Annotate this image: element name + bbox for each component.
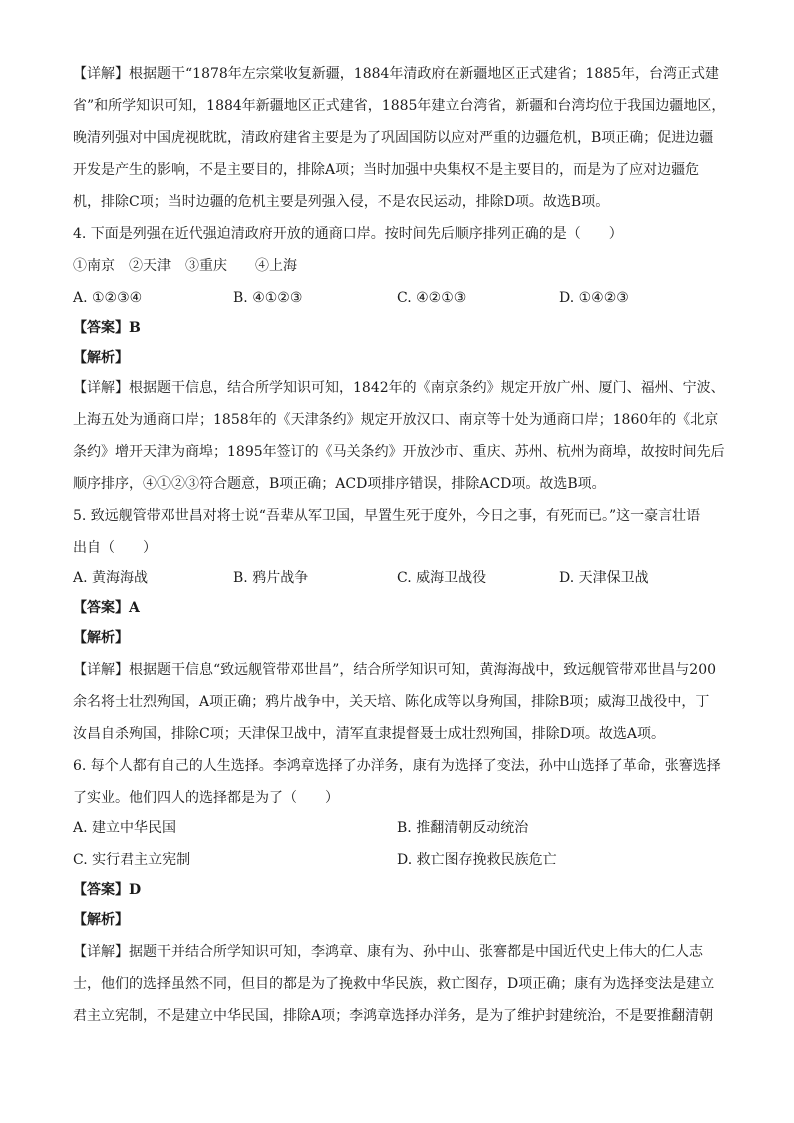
q6-analysis-label: 【解析】: [73, 912, 129, 928]
q4-option-c: C. ④②①③: [397, 290, 467, 306]
q4-detail-line-2: 上海五处为通商口岸；1858年的《天津条约》规定开放汉口、南京等十处为通商口岸；1860年的《北京: [73, 412, 719, 428]
q4-items: ①南京 ②天津 ③重庆 ④上海: [73, 258, 297, 274]
q5-option-b: B. 鸦片战争: [233, 570, 309, 586]
q4-detail-line-3: 条约》增开天津为商埠；1895年签订的《马关条约》开放沙市、重庆、苏州、杭州为商埠，故按时间先后: [73, 444, 725, 460]
q5-stem-line-2: 出自（ ）: [73, 540, 157, 556]
q5-analysis-label: 【解析】: [73, 630, 129, 646]
q4-analysis-label: 【解析】: [73, 350, 129, 366]
q3-detail-line-4: 开发是产生的影响，不是主要目的，排除A项；当时加强中央集权不是主要目的，而是为了应对边疆危: [73, 162, 700, 178]
q6-option-d: D. 救亡图存挽救民族危亡: [397, 852, 557, 868]
q4-option-b: B. ④①②③: [233, 290, 303, 306]
q5-option-c: C. 威海卫战役: [397, 570, 487, 586]
q6-detail-line-2: 士，他们的选择虽然不同，但目的都是为了挽救中华民族，救亡图存，D项正确；康有为选择变法是建立: [73, 976, 715, 992]
q3-detail-line-3: 晚清列强对中国虎视眈眈，清政府建省主要是为了巩固国防以应对严重的边疆危机，B项正确；促进边疆: [73, 130, 714, 146]
q5-detail-line-2: 余名将士壮烈殉国，A项正确；鸦片战争中，关天培、陈化成等以身殉国，排除B项；威海卫战役中，丁: [73, 694, 710, 710]
q4-option-d: D. ①④②③: [559, 290, 629, 306]
q6-stem-line-2: 了实业。他们四人的选择都是为了（ ）: [73, 790, 339, 806]
q5-detail-line-1: 【详解】根据题干信息“致远舰管带邓世昌”，结合所学知识可知，黄海海战中，致远舰管带邓世昌与200: [73, 662, 717, 678]
q4-answer: 【答案】B: [73, 320, 141, 336]
q6-option-a: A. 建立中华民国: [73, 820, 177, 836]
q4-detail-line-1: 【详解】根据题干信息，结合所学知识可知，1842年的《南京条约》规定开放广州、厦门、福州、宁波、: [73, 380, 725, 396]
q4-option-a: A. ①②③④: [73, 290, 143, 306]
q6-detail-line-1: 【详解】据题干并结合所学知识可知，李鸿章、康有为、孙中山、张謇都是中国近代史上伟大的仁人志: [73, 944, 703, 960]
q5-detail-line-3: 汝昌自杀殉国，排除C项；天津保卫战中，清军直隶提督聂士成壮烈殉国，排除D项。故选A项。: [73, 726, 666, 742]
q3-detail-line-5: 机，排除C项；当时边疆的危机主要是列强入侵，不是农民运动，排除D项。故选B项。: [73, 194, 610, 210]
q6-stem-line-1: 6. 每个人都有自己的人生选择。李鸿章选择了办洋务，康有为选择了变法，孙中山选择了革命，张謇选择: [73, 758, 721, 774]
q5-stem-line-1: 5. 致远舰管带邓世昌对将士说“吾辈从军卫国，早置生死于度外，今日之事，有死而已。”这一豪言壮语: [73, 508, 701, 524]
q6-detail-line-3: 君主立宪制，不是建立中华民国，排除A项；李鸿章选择办洋务，是为了维护封建统治，不是要推翻清朝: [73, 1008, 714, 1024]
q5-answer: 【答案】A: [73, 600, 140, 616]
q5-option-d: D. 天津保卫战: [559, 570, 649, 586]
q6-option-c: C. 实行君主立宪制: [73, 852, 191, 868]
q6-option-b: B. 推翻清朝反动统治: [397, 820, 529, 836]
q3-detail-line-2: 省”和所学知识可知，1884年新疆地区正式建省，1885年建立台湾省，新疆和台湾均位于我国边疆地区，: [73, 98, 726, 114]
q3-detail-line-1: 【详解】根据题干“1878年左宗棠收复新疆，1884年清政府在新疆地区正式建省；1885年，台湾正式建: [73, 66, 720, 82]
q6-answer: 【答案】D: [73, 882, 142, 898]
q5-option-a: A. 黄海海战: [73, 570, 149, 586]
q4-detail-line-4: 顺序排序，④①②③符合题意，B项正确；ACD项排序错误，排除ACD项。故选B项。: [73, 476, 606, 492]
q4-stem: 4. 下面是列强在近代强迫清政府开放的通商口岸。按时间先后顺序排列正确的是（ ）: [73, 226, 623, 242]
